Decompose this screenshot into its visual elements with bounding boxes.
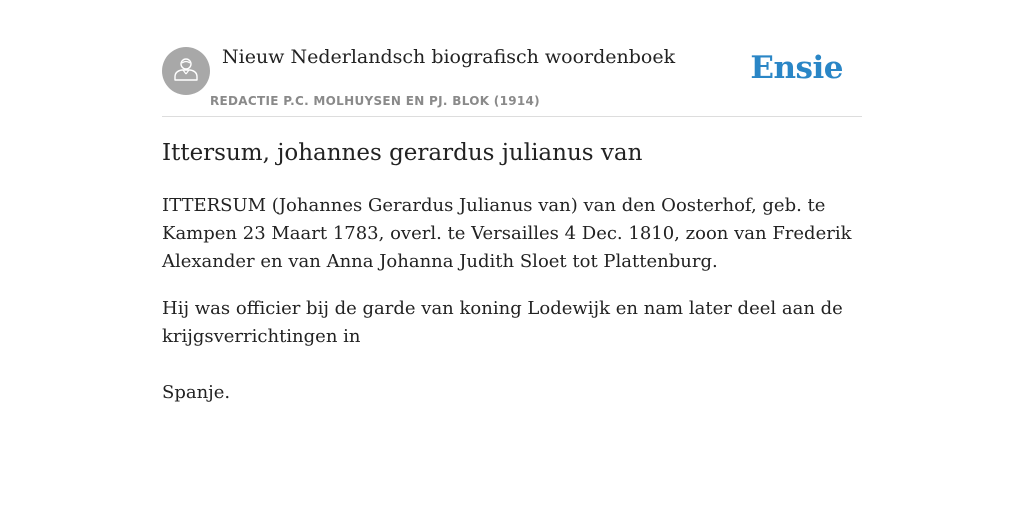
book-editors: REDACTIE P.C. MOLHUYSEN EN PJ. BLOK (1914)	[210, 94, 540, 108]
book-title[interactable]: Nieuw Nederlandsch biografisch woordenboek	[222, 46, 676, 68]
user-icon	[172, 55, 200, 87]
ensie-logo-link[interactable]: Ensie	[750, 50, 843, 86]
entry-title: Ittersum, johannes gerardus julianus van	[162, 140, 643, 166]
entry-paragraph: Spanje.	[162, 382, 231, 403]
entry-body	[162, 192, 862, 407]
entry-paragraph: Hij was officier bij de garde van koning Lodewijk en nam later deel aan de krijgsverrichtingen in	[162, 298, 843, 347]
book-avatar	[162, 47, 210, 95]
entry-paragraph: ITTERSUM (Johannes Gerardus Julianus van) van den Oosterhof, geb. te Kampen 23 Maart 1783, overl. te Versailles 4 Dec. 1810, zoon van Frederik Alexander en van Anna Johanna Judith Sloet tot Plattenburg.	[162, 195, 852, 272]
book-header	[162, 40, 862, 117]
